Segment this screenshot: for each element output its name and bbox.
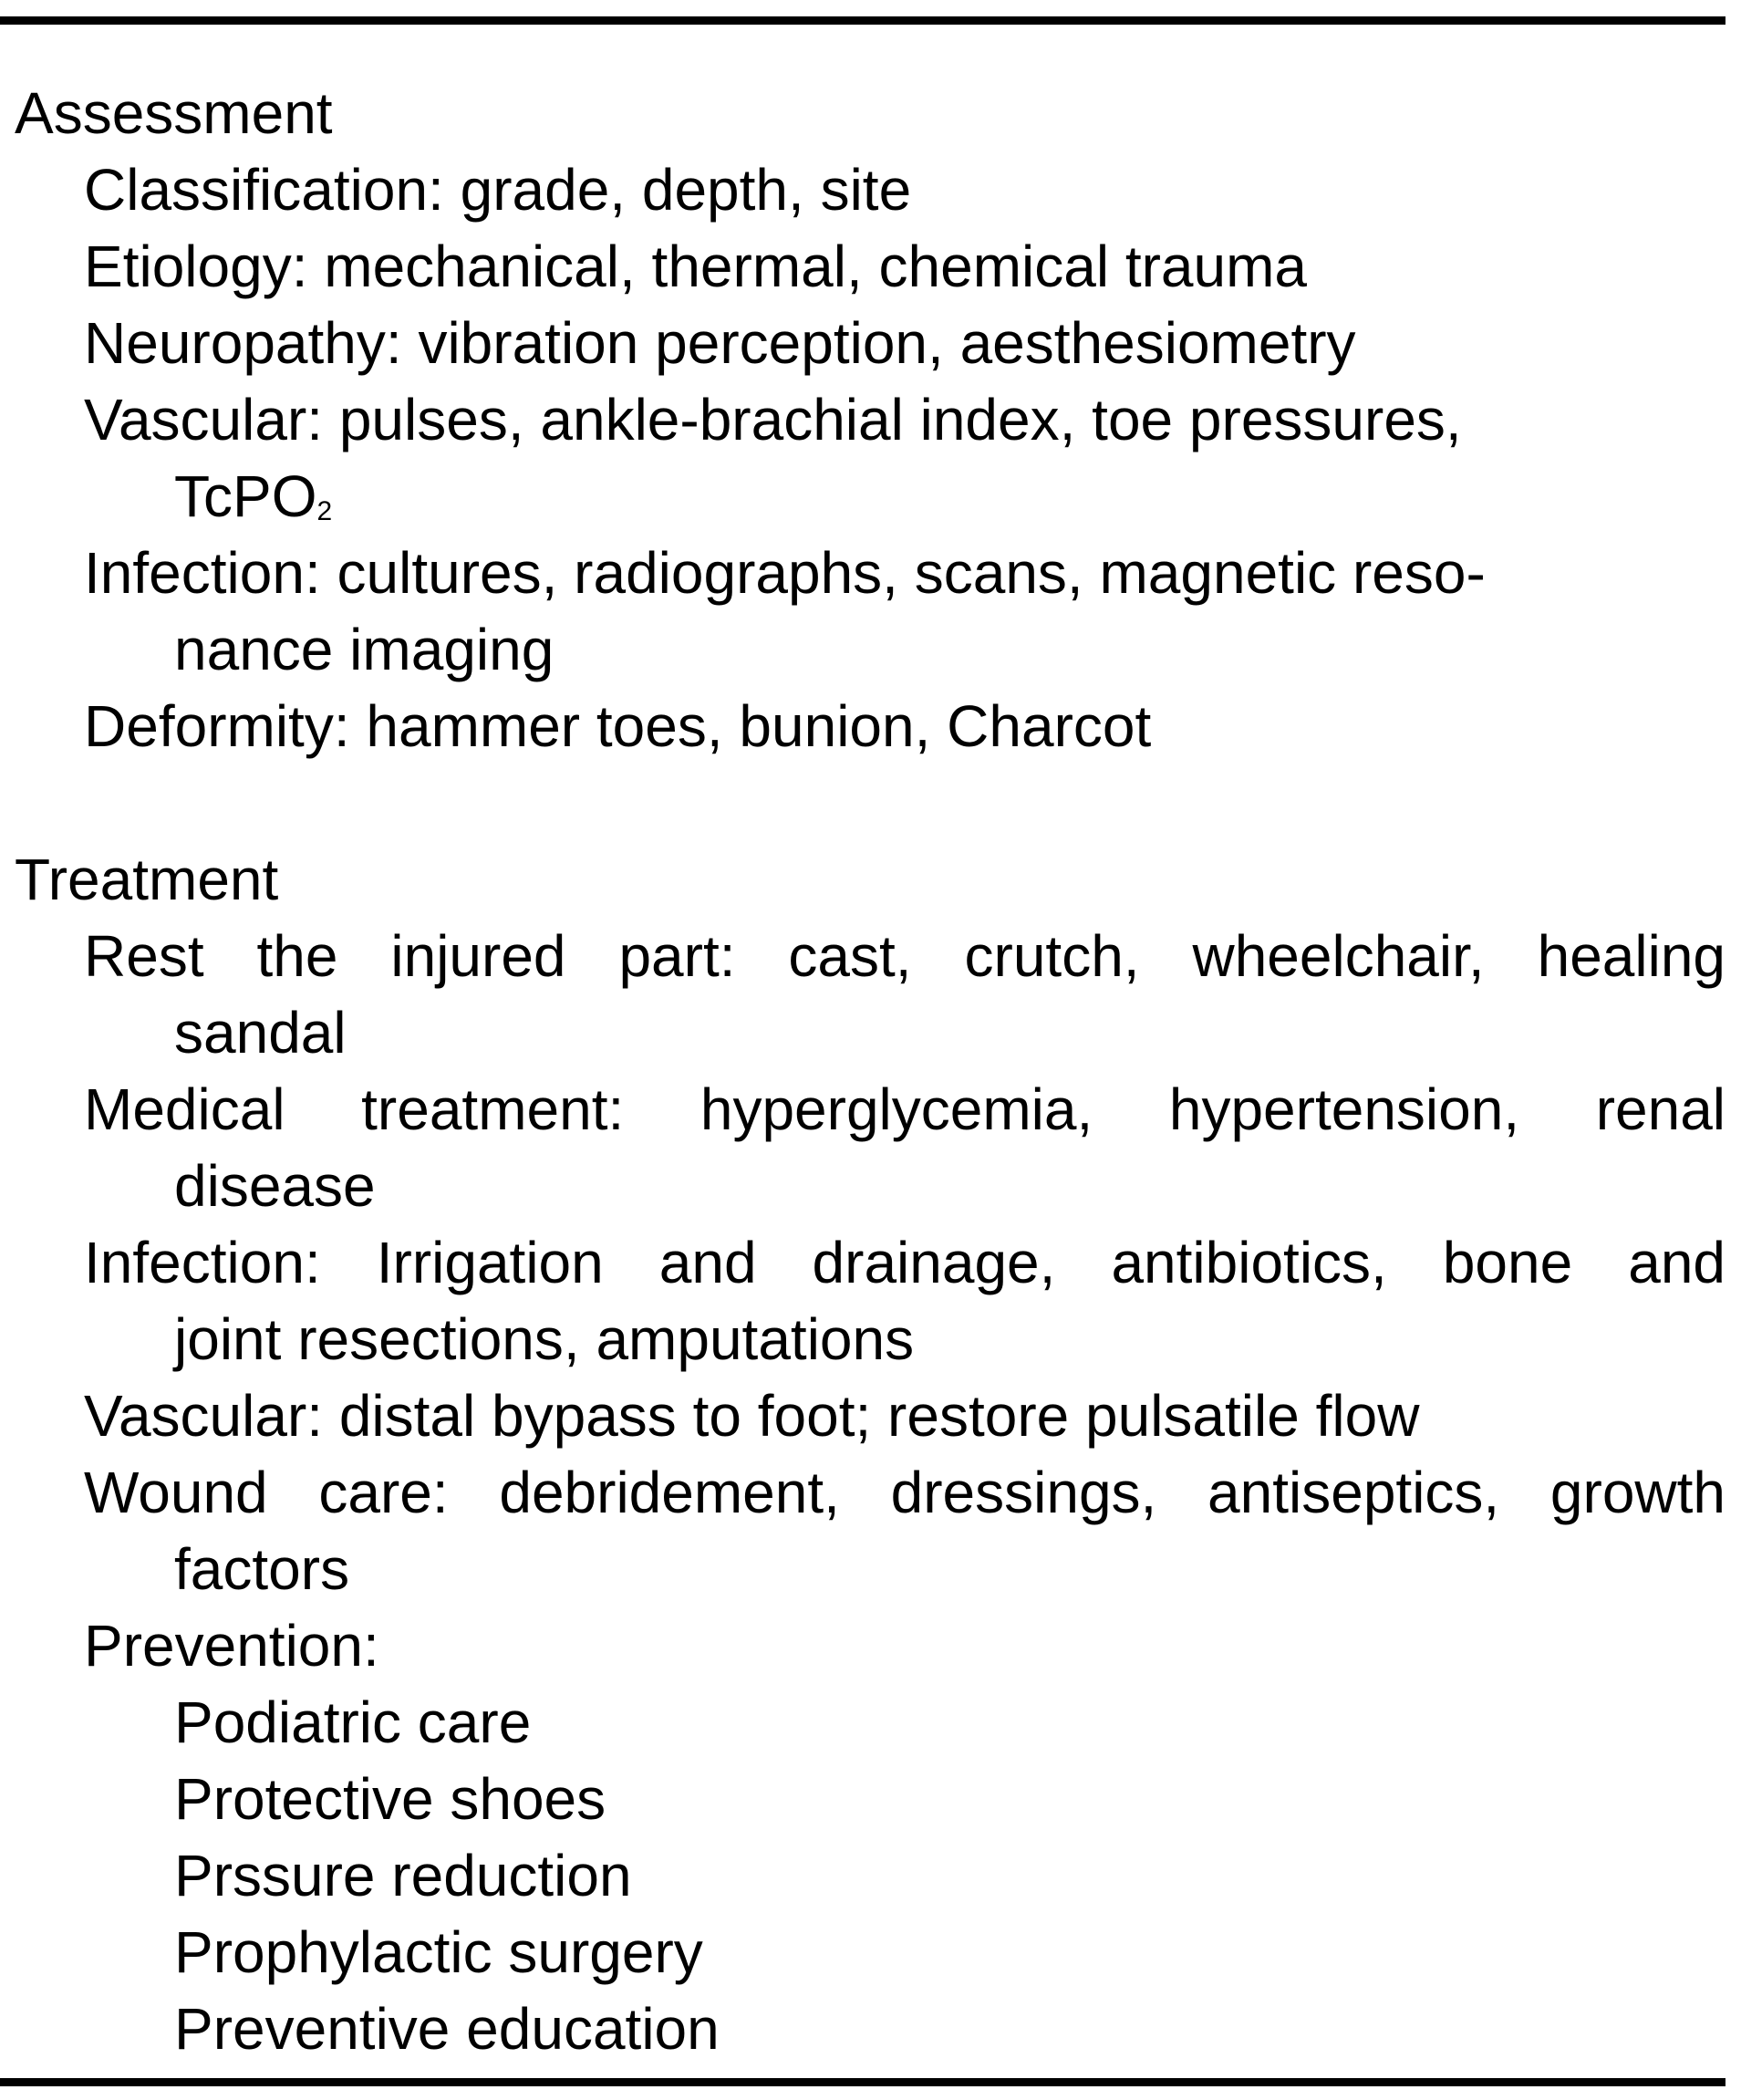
prevention-item: Protective shoes	[174, 1766, 606, 1832]
treatment-wound-line1: Wound care: debridement, dressings, antiseptics, growth	[84, 1460, 1725, 1525]
assessment-deformity: Deformity: hammer toes, bunion, Charcot	[84, 693, 1152, 759]
treatment-rest-line1: Rest the injured part: cast, crutch, wheelchair, healing	[84, 923, 1725, 989]
treatment-heading: Treatment	[15, 847, 279, 912]
prevention-item: Prssure reduction	[174, 1843, 632, 1908]
bottom-rule	[0, 2078, 1725, 2086]
assessment-heading: Assessment	[15, 80, 333, 146]
treatment-infection-line1: Infection: Irrigation and drainage, antibiotics, bone and	[84, 1230, 1725, 1295]
treatment-vascular: Vascular: distal bypass to foot; restore pulsatile flow	[84, 1383, 1420, 1449]
prevention-item: Podiatric care	[174, 1689, 532, 1755]
assessment-infection-line1: Infection: cultures, radiographs, scans, magnetic reso-	[84, 540, 1486, 606]
tcpo-text: TcPO	[174, 463, 317, 529]
treatment-medical-line2: disease	[174, 1153, 376, 1219]
assessment-infection-line2: nance imaging	[174, 617, 554, 682]
treatment-rest-line2: sandal	[174, 1000, 347, 1066]
treatment-prevention-heading: Prevention:	[84, 1613, 379, 1679]
prevention-item: Preventive education	[174, 1996, 720, 2062]
assessment-etiology: Etiology: mechanical, thermal, chemical trauma	[84, 234, 1307, 299]
tcpo-subscript: 2	[316, 496, 333, 526]
treatment-infection-line2: joint resections, amputations	[174, 1306, 915, 1372]
prevention-item: Prophylactic surgery	[174, 1919, 703, 1985]
assessment-neuropathy: Neuropathy: vibration perception, aesthesiometry	[84, 310, 1356, 376]
treatment-medical-line1: Medical treatment: hyperglycemia, hypertension, renal	[84, 1076, 1725, 1142]
assessment-vascular-line2	[174, 458, 332, 535]
assessment-classification: Classification: grade, depth, site	[84, 157, 912, 223]
treatment-wound-line2: factors	[174, 1536, 350, 1602]
assessment-vascular-line1: Vascular: pulses, ankle-brachial index, toe pressures,	[84, 387, 1462, 452]
